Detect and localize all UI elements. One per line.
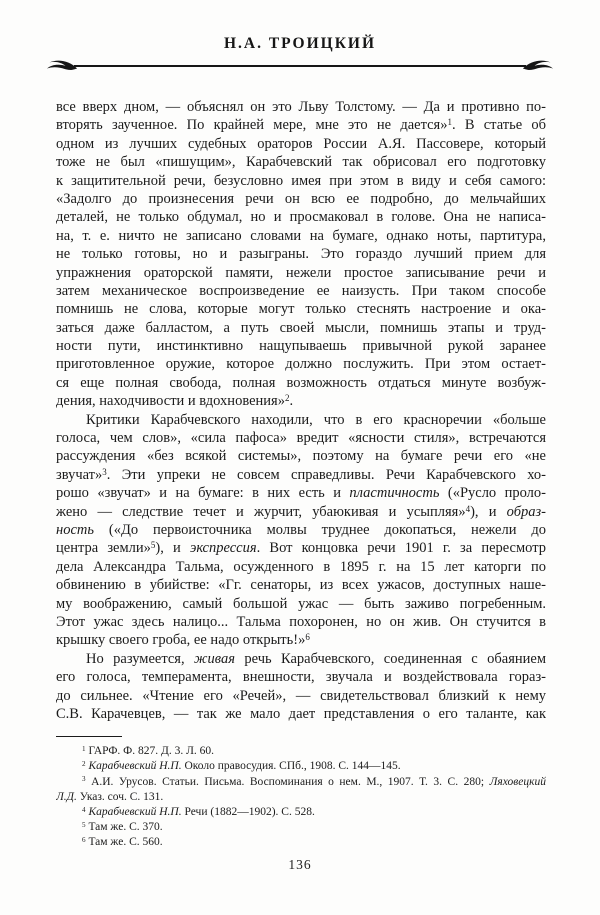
body-text-line (56, 245, 546, 263)
footnote-marker: 2 (284, 393, 290, 404)
text-segment: его голоса, темперамента, внешности, звучала и воздействовала гораз- (56, 669, 546, 686)
text-segment: («До первоисточника молвы труднее докопаться, нежели до (93, 521, 546, 538)
text-segment: жено — следствие течет и журчит, убаюкивая и усыпляя» (56, 503, 466, 520)
body-text-line (56, 484, 546, 502)
text-segment: ), и (155, 540, 190, 557)
text-segment: рассуждения «без всякой системы», поэтому на бумаге речи его «не (56, 448, 546, 465)
body-text-line (56, 300, 546, 318)
text-segment: дения, находчивости и вдохновения» (56, 393, 285, 410)
italic-text-segment: Л.Д. (56, 790, 77, 803)
text-segment: Около правосудия. СПб., 1908. С. 144—145. (181, 760, 401, 773)
text-segment: дела Александра Тальма, осужденного в 1895 г. на 15 лет каторги по (56, 558, 546, 575)
text-segment: ся еще полная свобода, полная возможность отдаться минуте возбуж- (56, 374, 546, 391)
body-text-line (56, 116, 546, 134)
leaf-flourish-left-icon (46, 58, 78, 72)
text-segment: А.И. Урусов. Статьи. Письма. Воспоминания о нем. М., 1907. Т. 3. С. 280; (85, 775, 490, 788)
body-text-line (56, 650, 546, 668)
italic-text-segment: Ляховецкий (489, 775, 546, 788)
body-text-line (56, 539, 546, 557)
text-segment: к защитительной речи, безусловно имея при этом в виду и себя самого: (56, 172, 546, 189)
body-text-line (56, 392, 546, 410)
body-text-line (56, 264, 546, 282)
body-text-line (56, 227, 546, 245)
italic-text-segment: Карабчевский Н.П. (88, 806, 182, 819)
main-text-block (56, 98, 546, 723)
body-text-line (56, 98, 546, 116)
footnote-line (56, 744, 546, 759)
text-segment: упражнения ораторской памяти, нежели простое записывание речи и (56, 264, 546, 281)
body-text-line (56, 411, 546, 429)
italic-text-segment: экспрессия (189, 540, 257, 557)
header-rule (46, 58, 554, 74)
footnote-marker: 6 (82, 836, 86, 845)
body-text-line (56, 503, 546, 521)
body-text-line (56, 466, 546, 484)
text-segment: не только готовы, но и разыграны. Это гораздо лучший прием для (56, 246, 546, 263)
footnote-separator (56, 736, 122, 737)
footnote-line (56, 759, 546, 774)
text-segment: звучат» (56, 466, 103, 483)
body-text-line (56, 190, 546, 208)
text-segment: голоса, чем слов», «сила пафоса» вредит «ясности стиля», встречаются (56, 430, 546, 447)
text-segment: ГАРФ. Ф. 827. Д. 3. Л. 60. (85, 745, 215, 758)
text-segment: . В статье об (451, 117, 546, 134)
text-segment: обвинению в убийстве: «Гг. сенаторы, из всех ужасов, доступных наше- (56, 577, 546, 594)
page-header-author: Н.А. ТРОИЦКИЙ (223, 35, 377, 52)
text-segment: Речи (1882—1902). С. 528. (181, 806, 315, 819)
body-text-line (56, 135, 546, 153)
text-segment: тоже не был «пишущим», Карабчевский так обрисовал его подготовку (56, 154, 546, 171)
text-segment: до сильнее. «Чтение его «Речей», — свидетельствовал близкий к нему (56, 687, 546, 704)
body-text-line (56, 576, 546, 594)
footnote-marker: 4 (465, 503, 471, 514)
italic-text-segment: ность (56, 521, 94, 538)
text-segment: вторять заученное. По крайней мере, мне это не дается» (56, 117, 448, 134)
italic-text-segment: Карабчевский Н.П. (88, 760, 182, 773)
text-segment: . (289, 393, 294, 410)
text-segment: («Русло проло- (439, 485, 546, 502)
footnote-marker: 3 (82, 775, 86, 784)
italic-text-segment: образ- (506, 503, 546, 520)
footnote-line (56, 835, 546, 850)
text-segment: на, т. е. ничто не записано словами на бумаге, однако ноты, партитура, (56, 227, 546, 244)
text-segment: . Эти упреки не совсем справедливы. Речи Карабчевского хо- (106, 466, 546, 483)
text-segment: центра земли» (56, 540, 151, 557)
footnote-line (56, 820, 546, 835)
body-text-line (56, 153, 546, 171)
body-text-line (56, 282, 546, 300)
body-text-line (56, 208, 546, 226)
text-segment: рошо «звучат» и на бумаге: в них есть и (56, 485, 350, 502)
body-text-line (56, 613, 546, 631)
body-text-line (56, 668, 546, 686)
text-segment: . Вот концовка речи 1901 г. за пересмотр (256, 540, 546, 557)
text-segment: Указ. соч. С. 131. (76, 790, 164, 803)
page-number: 136 (288, 856, 312, 872)
footnote-line (56, 775, 546, 790)
body-text-line (56, 595, 546, 613)
text-segment: заться даже балластом, а путь своей мысли, помнишь этапы и труд- (56, 319, 546, 336)
text-segment: Там же. С. 560. (85, 836, 163, 849)
body-text-line (56, 558, 546, 576)
footnotes-block (56, 744, 546, 850)
text-segment: приготовленное оружие, которое должно послужить. При этом остает- (56, 356, 546, 373)
body-text-line (56, 447, 546, 465)
footnote-marker: 4 (82, 805, 86, 814)
text-segment: помнишь не слова, которые могут только стеснять настроение и ока- (56, 301, 546, 318)
text-segment: все вверх дном, — объяснял он это Льву Толстому. — Да и противно по- (56, 99, 546, 115)
header-rule-line (74, 65, 526, 67)
text-segment: му воображению, самый большой ужас — быть заживо погребенным. (56, 595, 546, 612)
footnote-line (56, 805, 546, 820)
body-text-line (56, 631, 546, 649)
footnote-marker: 2 (82, 760, 86, 769)
footnote-line (56, 790, 546, 805)
body-text-line (56, 429, 546, 447)
text-segment: крышку своего гроба, ее надо открыть!» (56, 632, 306, 649)
footnote-marker: 6 (305, 632, 310, 643)
body-text-line (56, 172, 546, 190)
text-segment: речь Карабчевского, соединенная с обаянием (234, 650, 546, 667)
italic-text-segment: пластичность (349, 485, 440, 502)
body-text-line (56, 374, 546, 392)
text-segment: ), и (470, 503, 507, 520)
text-segment: Там же. С. 370. (85, 821, 163, 834)
body-text-line (56, 355, 546, 373)
footnote-marker: 1 (82, 745, 86, 754)
leaf-flourish-right-icon (522, 58, 554, 72)
footnote-marker: 5 (82, 821, 86, 830)
text-segment: С.В. Карачевцев, — так же мало дает представления о его таланте, как (56, 705, 546, 722)
footnote-marker: 3 (102, 466, 107, 477)
body-text-line (56, 687, 546, 705)
text-segment: одном из лучших судебных ораторов России А.Я. Пассовере, который (56, 135, 546, 152)
text-segment: Этот ужас здесь налицо... Тальма похоронен, но он жив. Он стучится в (56, 613, 546, 630)
body-text-line (56, 319, 546, 337)
text-segment: Но разумеется, (86, 650, 195, 667)
body-text-line (56, 337, 546, 355)
italic-text-segment: живая (194, 650, 235, 667)
text-segment: затем механическое воспроизведение ее наизусть. При таком способе (56, 282, 546, 299)
footnote-marker: 5 (150, 540, 156, 551)
body-text-line (56, 705, 546, 723)
text-segment: «Задолго до произнесения речи он всю ее подробно, до мельчайших (56, 190, 546, 207)
text-segment: ности пути, инстинктивно нащупываешь привычной рукой заранее (56, 338, 546, 355)
footnote-marker: 1 (447, 117, 452, 128)
text-segment: Критики Карабчевского находили, что в его красноречии «больше (86, 411, 546, 428)
text-segment: деталей, не только обдумал, но и просмаковал в голове. Она не написа- (56, 209, 546, 226)
body-text-line (56, 521, 546, 539)
